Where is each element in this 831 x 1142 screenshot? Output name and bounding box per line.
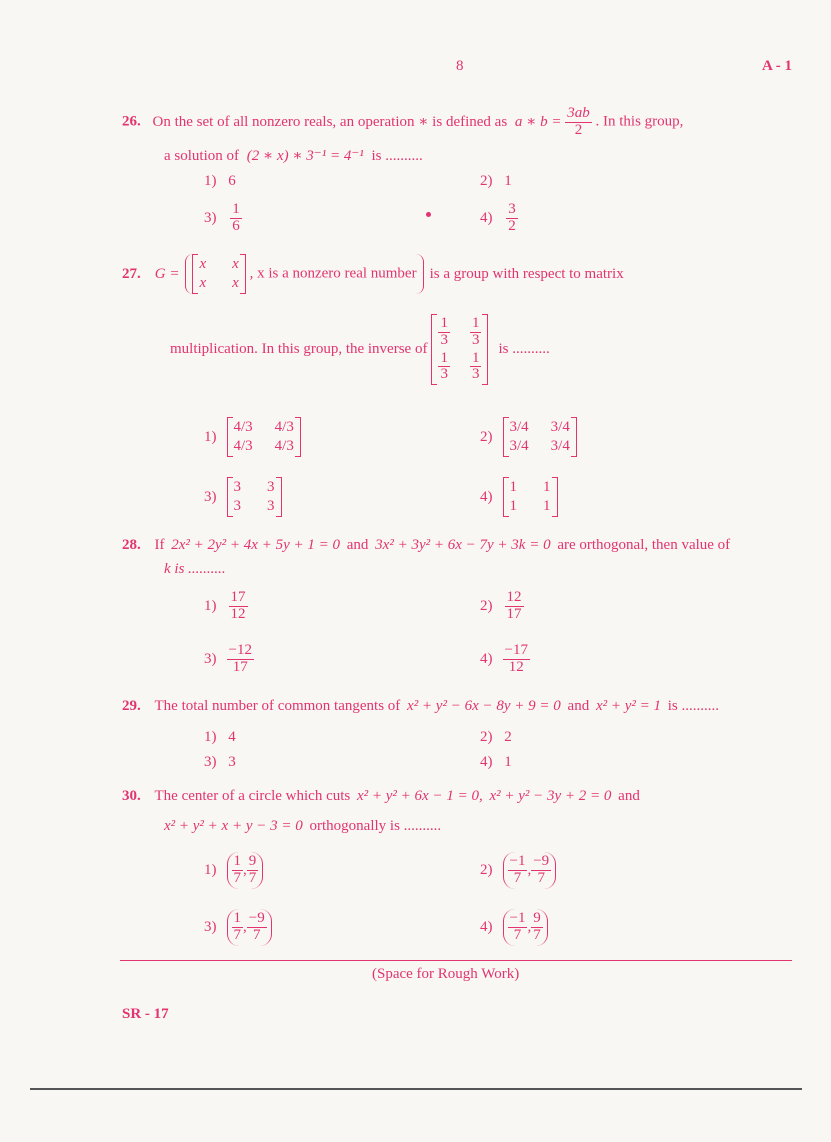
option-label: 2) [480, 597, 493, 614]
fraction-numerator: 3ab [567, 105, 590, 121]
option-label: 2) [480, 729, 493, 745]
fraction-denominator: 2 [508, 217, 516, 234]
set-matrix [192, 254, 245, 294]
question-28-line2: k is .......... [164, 561, 226, 577]
option-28-1[interactable] [204, 590, 248, 623]
option-29-1[interactable] [204, 729, 236, 746]
matrix-cell: x [232, 256, 239, 272]
option-fraction [230, 202, 242, 235]
option-label: 3) [204, 488, 217, 505]
option-label: 3) [204, 754, 217, 770]
set-braces [185, 254, 423, 294]
matrix-cell: $\frac{1}{3}$ [471, 349, 480, 383]
option-label: 3) [204, 209, 217, 226]
set-lhs: G = [154, 265, 180, 282]
ink-dot [426, 212, 431, 217]
option-label: 4) [480, 754, 493, 770]
matrix-cell: x [199, 275, 207, 291]
option-matrix: 3/4 3/4 3/4 3/4 [503, 417, 577, 457]
question-text: The total number of common tangents of [154, 698, 401, 714]
option-point: $\frac{1}{7}$ , $\frac{9}{7}$ [227, 852, 264, 889]
question-text: and [567, 698, 590, 714]
option-label: 1) [204, 597, 217, 614]
option-value: 1 [504, 173, 512, 189]
option-fraction: $\frac{12}{17}$ [506, 589, 522, 622]
option-point: $\frac{-1}{7}$ , $\frac{-9}{7}$ [503, 852, 557, 889]
fraction-numerator: 3 [508, 201, 516, 217]
question-29 [122, 698, 719, 715]
option-value: 2 [504, 729, 512, 745]
question-27-line2 [170, 314, 550, 385]
question-text: a solution of [164, 148, 239, 164]
equation: x² + y² − 6x − 8y + 9 = 0 [407, 698, 561, 714]
question-text: and [346, 537, 369, 553]
equation: 3x² + 3y² + 6x − 7y + 3k = 0 [375, 537, 551, 553]
option-29-2[interactable] [480, 729, 512, 746]
fraction-denominator: 2 [574, 121, 583, 138]
option-matrix: 3 3 3 3 [227, 477, 282, 517]
option-26-4[interactable] [480, 202, 518, 235]
option-26-3[interactable] [204, 202, 242, 235]
question-text-cont: . In this group, [595, 113, 684, 130]
option-label: 1) [204, 861, 217, 878]
option-value: 4 [228, 729, 236, 745]
fraction-numerator: 1 [232, 201, 240, 217]
option-value: 3 [228, 754, 236, 770]
question-26 [122, 106, 683, 139]
option-27-3[interactable] [204, 477, 282, 517]
question-30 [122, 788, 640, 805]
matrix-cell: x [232, 275, 239, 291]
question-28 [122, 537, 730, 554]
series-code: SR - 17 [122, 1006, 169, 1022]
option-label: 4) [480, 650, 493, 667]
option-28-3[interactable] [204, 643, 254, 676]
matrix-cell: $\frac{1}{3}$ [440, 349, 448, 383]
question-text: The center of a circle which cuts [154, 788, 351, 804]
equation: 2x² + 2y² + 4x + 5y + 1 = 0 [171, 537, 340, 553]
option-matrix: 4/3 4/3 4/3 4/3 [227, 417, 301, 457]
question-text: On the set of all nonzero reals, an operation ∗ is defined as [152, 113, 508, 130]
question-26-line2 [164, 146, 423, 165]
option-label: 2) [480, 428, 493, 445]
option-label: 2) [480, 173, 493, 189]
question-text: If [154, 537, 165, 553]
option-label: 3) [204, 918, 217, 935]
question-text: and [618, 788, 640, 804]
option-label: 1) [204, 173, 217, 189]
question-text: is .......... [371, 148, 423, 164]
option-fraction: $\frac{-12}{17}$ [228, 642, 252, 675]
question-text: are orthogonal, then value of [557, 537, 731, 553]
question-number: 29. [122, 698, 141, 714]
option-matrix: 1 1 1 1 [503, 477, 558, 517]
option-28-4[interactable] [480, 643, 530, 676]
equation: x² + y² = 1 [595, 698, 662, 714]
inverse-target-matrix [431, 314, 488, 385]
option-27-2[interactable] [480, 417, 577, 457]
page-number: 8 [456, 58, 464, 74]
option-26-1[interactable] [204, 173, 236, 190]
question-number: 28. [122, 537, 141, 553]
rough-work-divider [120, 960, 792, 961]
option-label: 1) [204, 729, 217, 745]
question-number: 26. [122, 113, 141, 130]
question-text: is .......... [667, 698, 720, 714]
question-text: multiplication. In this group, the inverse of [170, 341, 428, 357]
option-30-1[interactable] [204, 852, 263, 889]
option-30-3[interactable] [204, 909, 272, 946]
option-label: 4) [480, 488, 493, 505]
option-label: 4) [480, 918, 493, 935]
operation-fraction [565, 106, 592, 139]
option-point: $\frac{-1}{7}$ , $\frac{9}{7}$ [503, 909, 548, 946]
set-condition: , x is a nonzero real number [249, 265, 417, 282]
equation: x² + y² + x + y − 3 = 0 [164, 818, 303, 834]
option-label: 2) [480, 861, 493, 878]
question-number: 27. [122, 265, 141, 282]
option-label: 3) [204, 650, 217, 667]
option-30-2[interactable] [480, 852, 556, 889]
question-27 [122, 254, 624, 294]
option-26-2[interactable] [480, 173, 512, 190]
option-30-4[interactable] [480, 909, 548, 946]
option-fraction [506, 202, 518, 235]
matrix-cell: x [199, 256, 207, 272]
option-fraction: $\frac{17}{12}$ [230, 589, 246, 622]
option-value: 1 [504, 754, 512, 770]
option-29-3[interactable] [204, 754, 236, 771]
option-point: $\frac{1}{7}$ , $\frac{-9}{7}$ [227, 909, 272, 946]
fraction-denominator: 6 [232, 217, 240, 234]
option-29-4[interactable] [480, 754, 512, 771]
question-text: is .......... [498, 341, 550, 357]
question-30-line2 [164, 818, 441, 835]
operation-lhs: a ∗ b = [514, 113, 562, 130]
equation: (2 ∗ x) ∗ 3⁻¹ = 4⁻¹ [246, 148, 364, 164]
question-number: 30. [122, 788, 141, 804]
option-28-2[interactable] [480, 590, 524, 623]
question-text: orthogonally is .......... [309, 818, 442, 834]
equation: x² + y² + 6x − 1 = 0, [356, 788, 483, 804]
option-label: 4) [480, 209, 493, 226]
matrix-cell: $\frac{1}{3}$ [440, 315, 448, 348]
page-bottom-edge [30, 1088, 802, 1090]
rough-work-label: (Space for Rough Work) [372, 966, 520, 982]
matrix-cell: $\frac{1}{3}$ [471, 315, 480, 348]
option-value: 6 [228, 173, 236, 189]
booklet-code: A - 1 [762, 58, 792, 74]
option-label: 1) [204, 428, 217, 445]
option-27-1[interactable] [204, 417, 301, 457]
option-fraction: $\frac{-17}{12}$ [504, 642, 528, 675]
equation: x² + y² − 3y + 2 = 0 [489, 788, 612, 804]
option-27-4[interactable] [480, 477, 558, 517]
question-text: is a group with respect to matrix [429, 265, 624, 282]
